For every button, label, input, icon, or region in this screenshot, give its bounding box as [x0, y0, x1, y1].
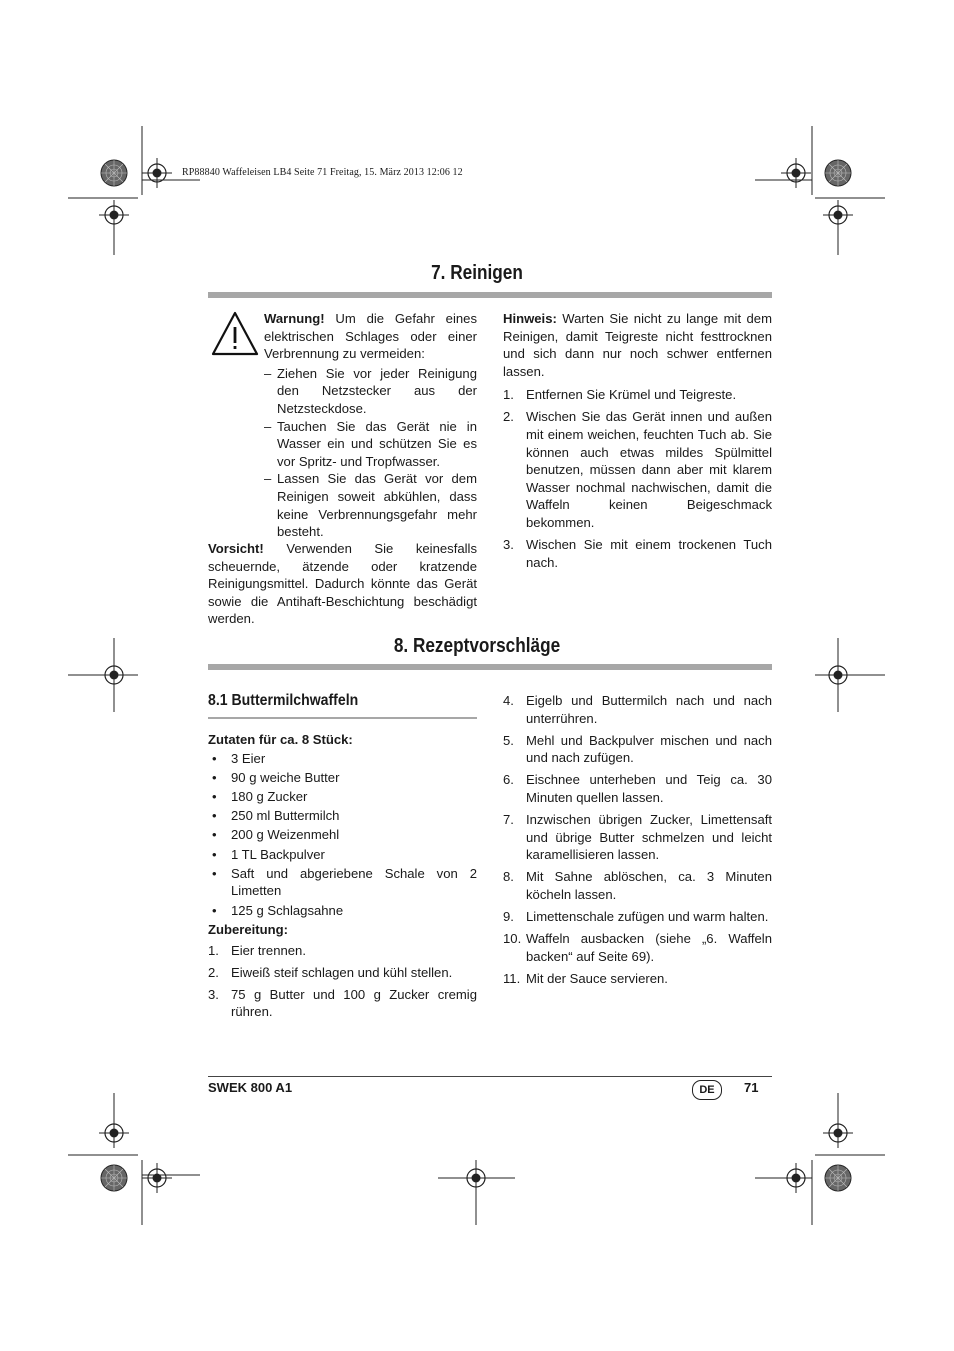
subsection-rule: [208, 717, 477, 719]
warning-item: – Ziehen Sie vor jeder Reinigung den Netzstecker aus der Netzsteckdose.: [277, 365, 477, 418]
warning-item: – Tauchen Sie das Gerät nie in Wasser ein und schützen Sie es vor Spritz- und Tropfwasser.: [277, 418, 477, 471]
section-rule: [208, 292, 772, 298]
section-title-reinigen: 7. Reinigen: [431, 262, 523, 284]
footer-rule: [208, 1076, 772, 1077]
list-item: 6. Eischnee unterheben und Teig ca. 30 Minuten quellen lassen.: [503, 772, 772, 805]
print-slug: RP88840 Waffeleisen LB4 Seite 71 Freitag, 15. März 2013 12:06 12: [182, 167, 463, 178]
list-item: 10. Waffeln ausbacken (siehe „6. Waffeln backen“ auf Seite 69).: [503, 931, 772, 964]
list-item: • 90 g weiche Butter: [231, 769, 477, 787]
section-rule: [208, 664, 772, 670]
list-item: • 200 g Weizenmehl: [231, 826, 477, 844]
language-badge: DE: [692, 1080, 722, 1100]
list-item: 5. Mehl und Backpulver mischen und nach und nach zufügen.: [503, 732, 772, 766]
warning-label: Warnung!: [264, 311, 325, 326]
caution-label: Vorsicht!: [208, 541, 264, 556]
list-item: 1. Eier trennen.: [208, 942, 306, 958]
list-item: 7. Inzwischen übrigen Zucker, Limettensaft und übrige Butter schmelzen und leicht karamellisieren lassen.: [503, 812, 772, 863]
page-number: 71: [744, 1080, 759, 1095]
list-item: • 1 TL Backpulver: [231, 846, 477, 864]
prep-list-right: [503, 692, 772, 987]
ingredients-label: Zutaten für ca. 8 Stück:: [208, 732, 353, 747]
list-item: 2. Wischen Sie das Gerät innen und außen mit einem weichen, feuchten Tuch ab. Sie können auch etwas mildes Spülmittel benutzen, müssen dann aber mit klarem Wasser nochmal nachwischen, damit die Waffeln keinen Beigeschmack bekommen.: [503, 409, 772, 531]
warning-list: [264, 365, 477, 541]
list-item: 9. Limettenschale zufügen und warm halten.: [503, 909, 769, 925]
warning-triangle-icon: [210, 310, 260, 357]
warning-item: – Lassen Sie das Gerät vor dem Reinigen soweit abkühlen, dass keine Verbrennungsgefahr mehr besteht.: [277, 470, 477, 540]
subsection-title: 8.1 Buttermilchwaffeln: [208, 692, 359, 709]
recipe-left-column: [208, 731, 477, 1026]
prep-list-left: [208, 942, 477, 1021]
caution-block: [208, 540, 477, 632]
list-item: 4. Eigelb und Buttermilch nach und nach unterrühren.: [503, 693, 772, 726]
hint-label: Hinweis:: [503, 311, 557, 326]
hint-column: [503, 310, 772, 576]
list-item: • Saft und abgeriebene Schale von 2 Limetten: [231, 865, 477, 900]
list-item: • 180 g Zucker: [231, 788, 477, 806]
list-item: • 250 ml Buttermilch: [231, 807, 477, 825]
list-item: • 125 g Schlagsahne: [231, 902, 477, 920]
warning-block: [264, 310, 477, 541]
warning-text: Um die Gefahr eines elektrischen Schlages oder einer Verbrennung zu vermeiden:: [264, 311, 477, 362]
caution-text: Verwenden Sie keinesfalls scheuernde, ätzende oder kratzende Reinigungsmittel. Dadurch könnte das Gerät sowie die Antihaft-Beschichtung beschädigt werden.: [208, 541, 477, 627]
ingredients-list: [208, 750, 477, 920]
list-item: 11. Mit der Sauce servieren.: [503, 970, 668, 986]
recipe-right-column: [503, 692, 772, 992]
list-item: • 3 Eier: [231, 750, 477, 768]
list-item: 2. Eiweiß steif schlagen und kühl stellen.: [208, 964, 453, 980]
list-item: 1. Entfernen Sie Krümel und Teigreste.: [503, 387, 737, 403]
hint-text: Warten Sie nicht zu lange mit dem Reinigen, damit Teigreste nicht festtrocknen und sich dann nur noch schwer entfernen lassen.: [503, 311, 772, 379]
cleaning-steps: [503, 386, 772, 571]
prep-label: Zubereitung:: [208, 922, 289, 938]
footer-model: SWEK 800 A1: [208, 1080, 293, 1095]
list-item: 3. Wischen Sie mit einem trockenen Tuch nach.: [503, 537, 772, 570]
list-item: 3. 75 g Butter und 100 g Zucker cremig rühren.: [208, 986, 477, 1020]
list-item: 8. Mit Sahne ablöschen, ca. 3 Minuten köcheln lassen.: [503, 869, 772, 902]
section-title-rezepte: 8. Rezeptvorschläge: [393, 635, 561, 657]
